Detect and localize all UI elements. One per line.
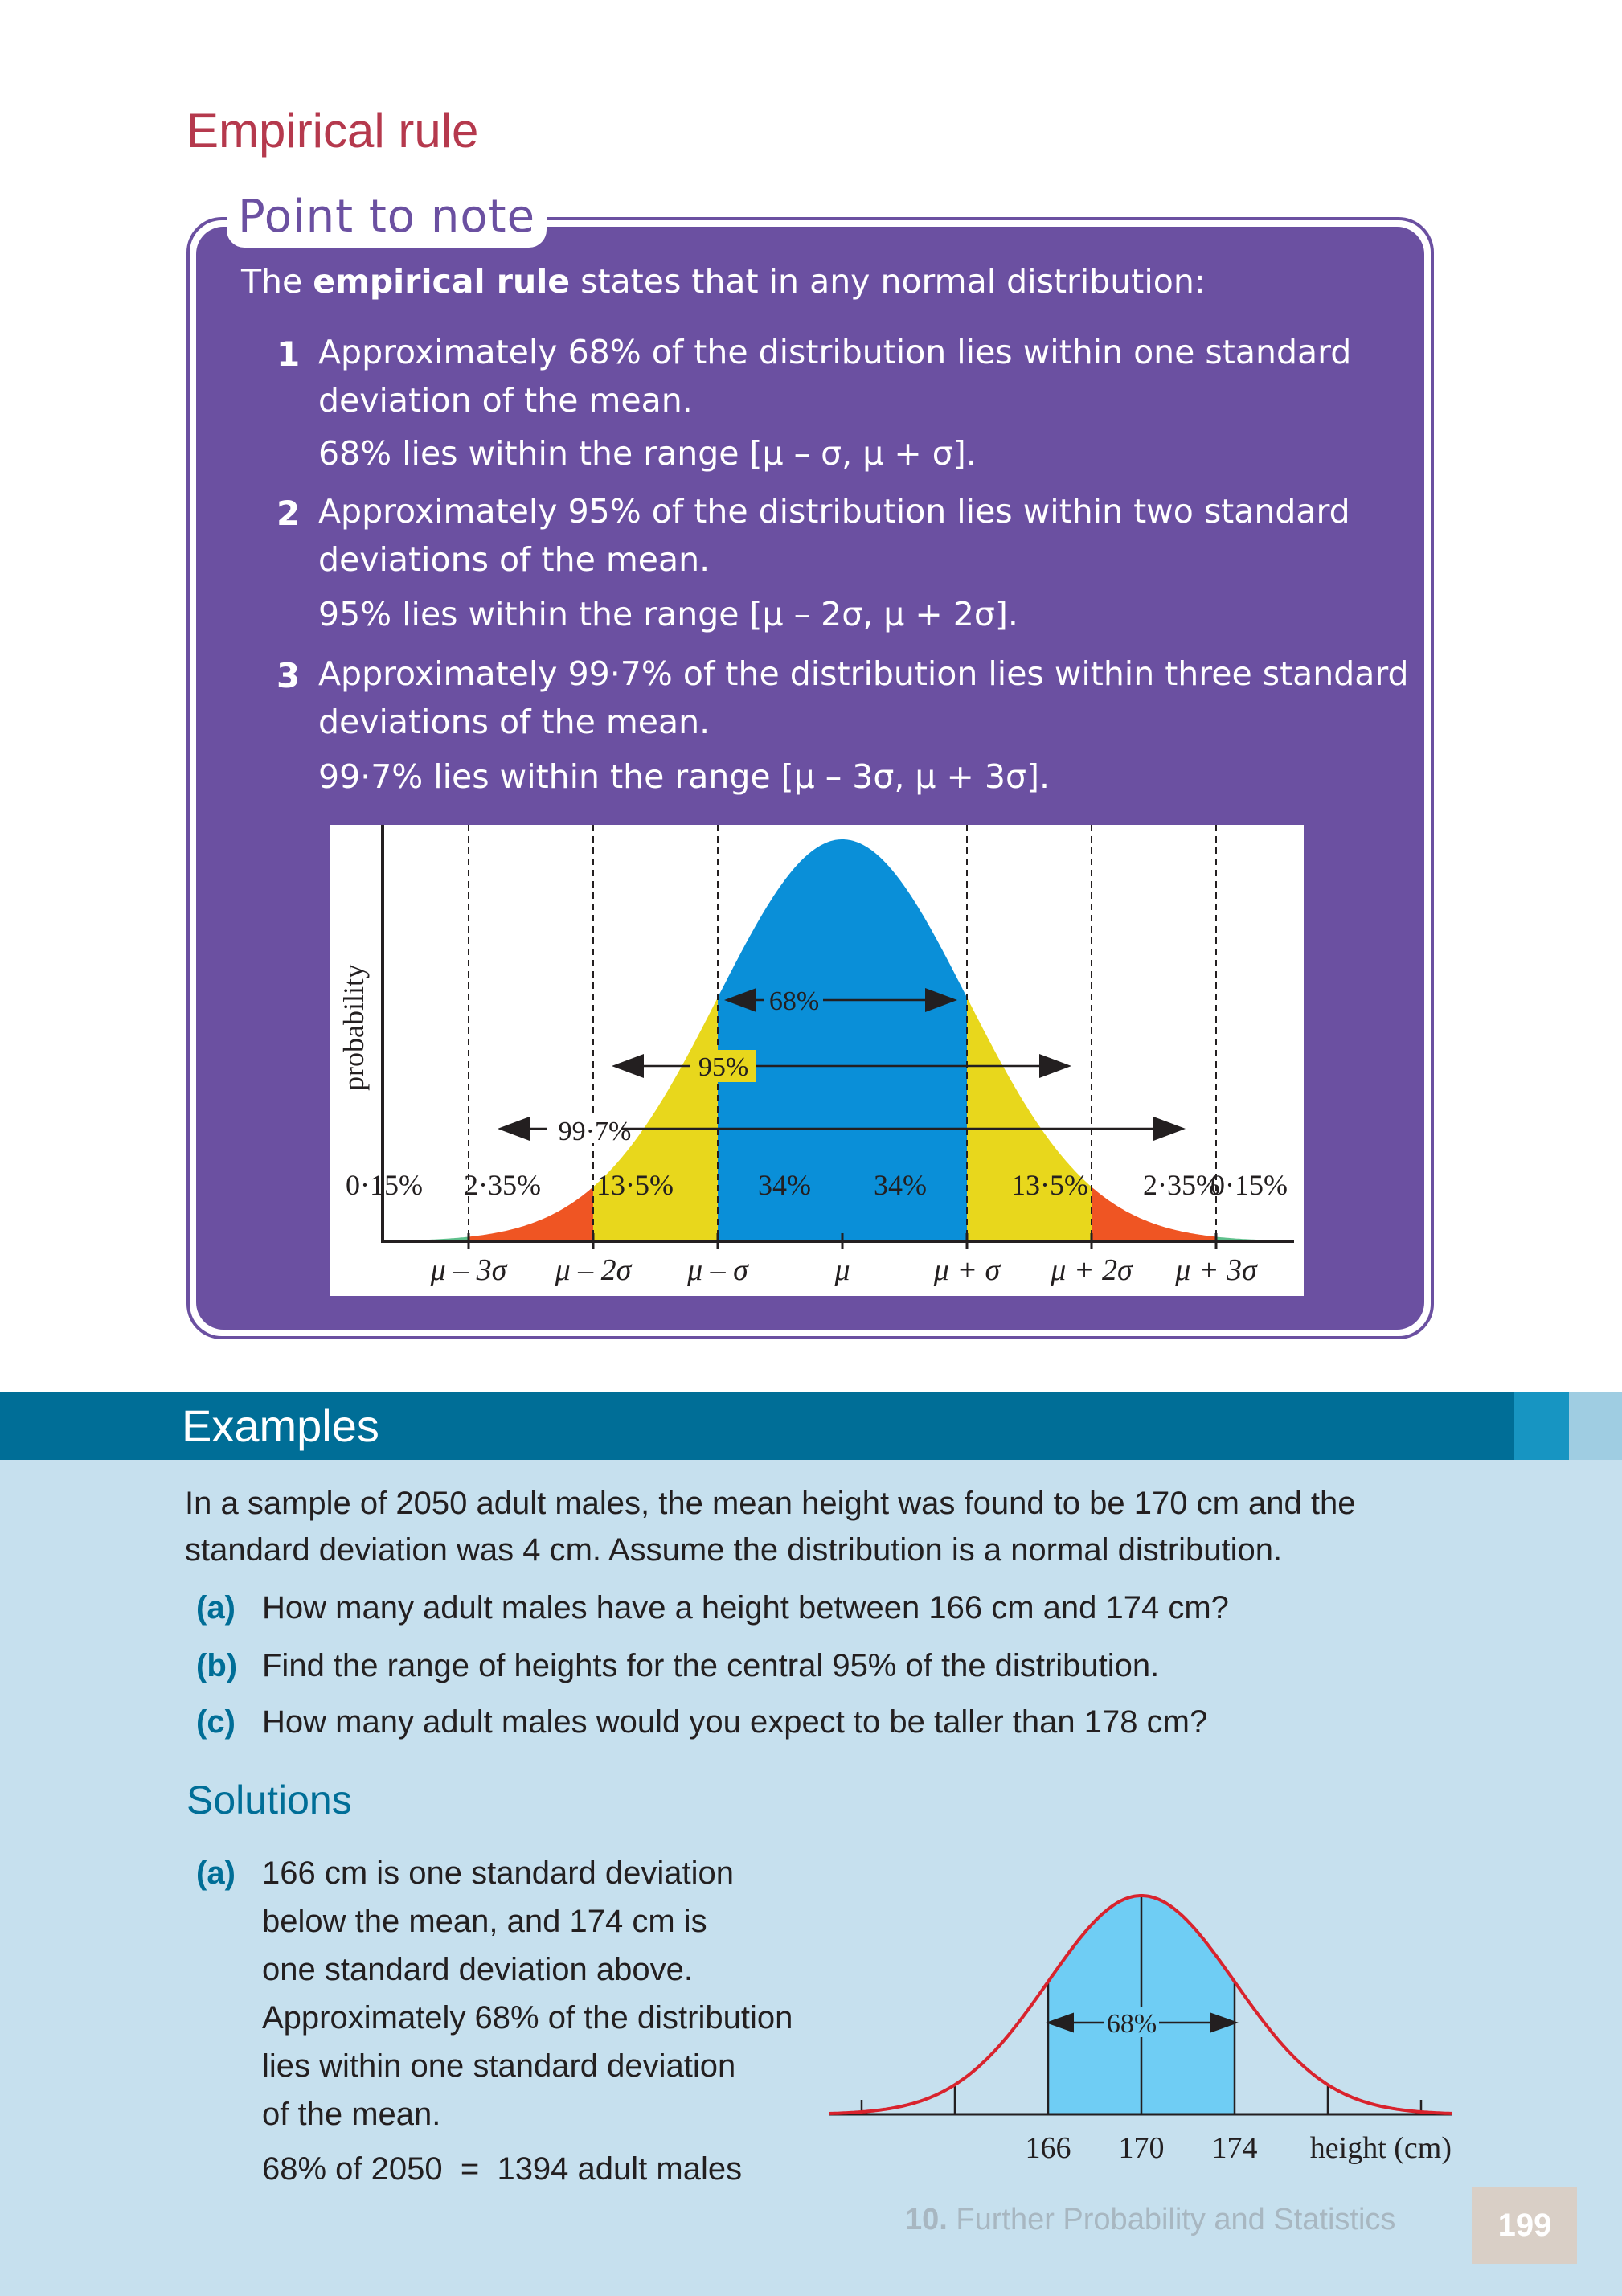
x-tick-label: 174 [1211,2131,1258,2165]
region-percent-label: 2·35% [1143,1169,1220,1201]
header-accent [1514,1392,1569,1460]
note-intro-pre: The [241,262,313,301]
page-number: 199 [1472,2187,1577,2264]
item-range: 99·7% lies within the range [μ – 3σ, μ + 3σ]. [318,757,1051,796]
solution-result: 68% of 2050 = 1394 adult males [262,2151,743,2187]
region-percent-label: 34% [874,1169,927,1201]
x-tick-label: μ + 2σ [1051,1253,1133,1287]
solution-line: Approximately 68% of the distribution [262,2000,793,2036]
examples-title: Examples [182,1400,379,1451]
x-axis-label: height (cm) [1309,2131,1452,2165]
note-intro-bold: empirical rule [313,262,571,301]
header-accent [1569,1392,1622,1460]
empirical-rule-chart [330,825,1304,1296]
section-heading: Empirical rule [186,104,479,158]
question-text: How many adult males would you expect to be taller than 178 cm? [262,1704,1208,1740]
x-tick-label: μ + 3σ [1175,1253,1257,1287]
solutions-heading: Solutions [186,1777,352,1822]
y-axis-label: probability [338,964,370,1091]
arrow-label: 99·7% [558,1117,632,1146]
question-text: Find the range of heights for the central 95% of the distribution. [262,1648,1160,1683]
solution-line: one standard deviation above. [262,1952,693,1987]
region-percent-label: 0·15% [346,1169,423,1201]
solution-line: 166 cm is one standard deviation [262,1855,735,1891]
item-line: deviations of the mean. [318,540,711,579]
x-tick-label: 166 [1025,2131,1071,2165]
region-percent-label: 0·15% [1210,1169,1288,1201]
item-range: 95% lies within the range [μ – 2σ, μ + 2σ]. [318,595,1018,633]
question-label: (a) [196,1590,236,1626]
item-line: Approximately 68% of the distribution lies within one standard [318,333,1352,371]
item-line: deviations of the mean. [318,703,711,741]
x-tick-label: μ + σ [933,1253,1001,1287]
note-intro [241,262,1206,301]
x-tick-label: μ [834,1253,850,1287]
example-intro: In a sample of 2050 adult males, the mean height was found to be 170 cm and the [185,1486,1356,1521]
item-line: Approximately 99·7% of the distribution lies within three standard [318,654,1409,693]
curve-region [967,998,1092,1241]
x-tick-label: μ – 3σ [430,1253,507,1287]
item-number: 3 [276,656,301,695]
example-intro: standard deviation was 4 cm. Assume the distribution is a normal distribution. [185,1532,1283,1568]
question-text: How many adult males have a height between 166 cm and 174 cm? [262,1590,1229,1626]
note-intro-post: states that in any normal distribution: [570,262,1206,301]
question-label: (c) [196,1704,236,1740]
item-line: Approximately 95% of the distribution lies within two standard [318,492,1350,531]
region-percent-label: 13·5% [596,1169,674,1201]
chapter-number: 10. [905,2203,948,2237]
solution-line: below the mean, and 174 cm is [262,1904,707,1939]
arrow-label: 68% [1106,2009,1157,2039]
arrow-label: 68% [768,986,820,1016]
item-range: 68% lies within the range [μ – σ, μ + σ]. [318,434,977,473]
region-percent-label: 13·5% [1011,1169,1088,1201]
note-tag: Point to note [227,187,547,248]
item-number: 1 [276,334,301,374]
solution-line: lies within one standard deviation [262,2048,736,2084]
height-distribution-chart [828,1873,1460,2179]
x-tick-label: μ – σ [687,1253,748,1287]
x-tick-label: μ – 2σ [555,1253,632,1287]
arrow-label: 95% [698,1052,749,1082]
solution-label: (a) [196,1855,236,1891]
chapter-title: Further Probability and Statistics [947,2203,1396,2237]
question-label: (b) [196,1648,238,1683]
region-percent-label: 2·35% [464,1169,541,1201]
item-number: 2 [276,494,301,533]
item-line: deviation of the mean. [318,381,693,420]
solution-line: of the mean. [262,2097,441,2132]
sigma-lines [862,1896,1421,2114]
x-tick-label: 170 [1118,2131,1165,2165]
chapter-footer [905,2203,1395,2237]
region-percent-label: 34% [758,1169,811,1201]
